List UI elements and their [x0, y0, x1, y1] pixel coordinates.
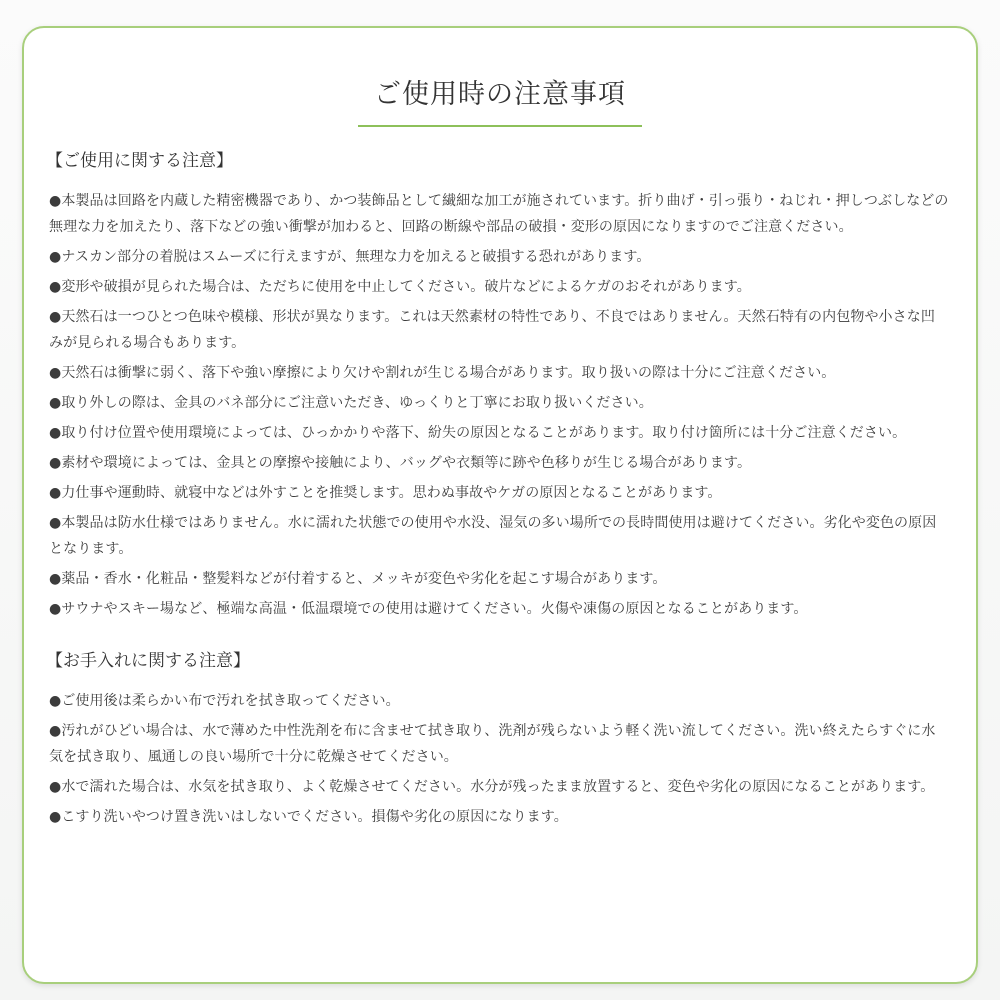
usage-item: ●天然石は衝撃に弱く、落下や強い摩擦により欠けや割れが生じる場合があります。取り扱いの際は十分にご注意ください。 — [49, 365, 836, 381]
care-section-heading: 【お手入れに関する注意】 — [46, 651, 250, 671]
usage-item: ●ナスカン部分の着脱はスムーズに行えますが、無理な力を加えると破損する恐れがあります。 — [49, 249, 651, 265]
usage-item: ●取り付け位置や使用環境によっては、ひっかかりや落下、紛失の原因となることがあります。取り付け箇所には十分ご注意ください。 — [49, 425, 907, 441]
care-item: ●水で濡れた場合は、水気を拭き取り、よく乾燥させてください。水分が残ったまま放置すると、変色や劣化の原因になることがあります。 — [49, 779, 935, 795]
usage-section-heading: 【ご使用に関する注意】 — [46, 151, 233, 171]
notice-content — [46, 148, 949, 834]
usage-item: ●天然石は一つひとつ色味や模様、形状が異なります。これは天然素材の特性であり、不良ではありません。天然石特有の内包物や小さな凹みが見られる場合もあります。 — [49, 309, 935, 351]
usage-item: ●取り外しの際は、金具のバネ部分にご注意いただき、ゆっくりと丁寧にお取り扱いください。 — [49, 395, 653, 411]
usage-item: ●変形や破損が見られた場合は、ただちに使用を中止してください。破片などによるケガのおそれがあります。 — [49, 279, 751, 295]
page-title: ご使用時の注意事項 — [358, 72, 642, 127]
care-item: ●汚れがひどい場合は、水で薄めた中性洗剤を布に含ませて拭き取り、洗剤が残らないよう軽く洗い流してください。洗い終えたらすぐに水気を拭き取り、風通しの良い場所で十分に乾燥させてください。 — [49, 723, 936, 765]
care-section — [46, 648, 949, 830]
usage-item: ●本製品は回路を内蔵した精密機器であり、かつ装飾品として繊細な加工が施されています。折り曲げ・引っ張り・ねじれ・押しつぶしなどの無理な力を加えたり、落下などの強い衝撃が加わると、回路の断線や部品の破損・変形の原因になりますのでご注意ください。 — [49, 193, 949, 235]
usage-item: ●本製品は防水仕様ではありません。水に濡れた状態での使用や水没、湿気の多い場所での長時間使用は避けてください。劣化や変色の原因となります。 — [49, 515, 937, 557]
usage-item: ●素材や環境によっては、金具との摩擦や接触により、バッグや衣類等に跡や色移りが生じる場合があります。 — [49, 455, 752, 471]
usage-item: ●サウナやスキー場など、極端な高温・低温環境での使用は避けてください。火傷や凍傷の原因となることがあります。 — [49, 601, 808, 617]
usage-section — [46, 148, 949, 622]
usage-item: ●力仕事や運動時、就寝中などは外すことを推奨します。思わぬ事故やケガの原因となることがあります。 — [49, 485, 722, 501]
care-item: ●こすり洗いやつけ置き洗いはしないでください。損傷や劣化の原因になります。 — [49, 809, 568, 825]
care-item: ●ご使用後は柔らかい布で汚れを拭き取ってください。 — [49, 693, 400, 709]
usage-item: ●薬品・香水・化粧品・整髪料などが付着すると、メッキが変色や劣化を起こす場合があります。 — [49, 571, 667, 587]
title-area — [0, 72, 1000, 127]
